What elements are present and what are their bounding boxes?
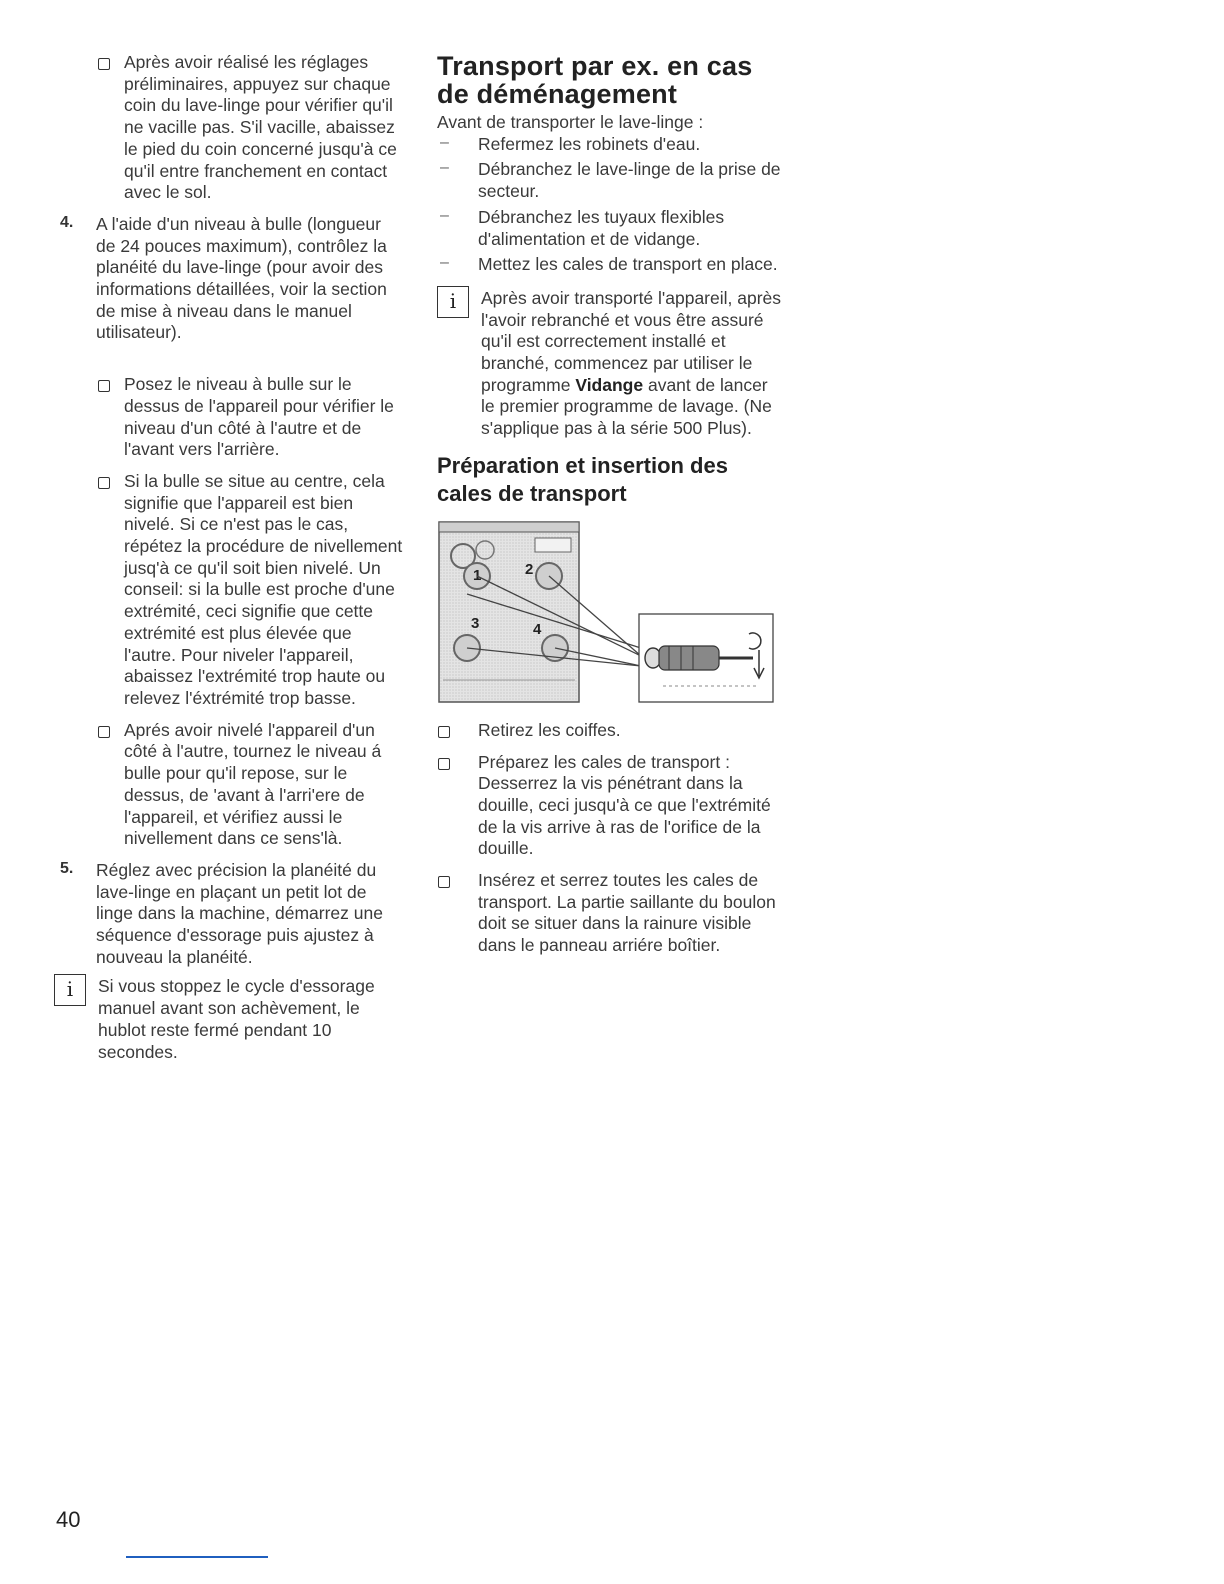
step-text: Réglez avec précision la planéité du lave-linge en plaçant un petit lot de linge dans la machine, démarrez une séquence d'essorage puis ajustez à nouveau la planéité.	[96, 859, 383, 967]
program-keyword: Vidange	[575, 374, 644, 395]
transport-bolts-figure	[437, 518, 777, 708]
bolt-label-1: 1	[473, 566, 482, 584]
checkbox-icon	[98, 477, 110, 489]
info-note-transport	[437, 288, 782, 440]
dash-text: Refermez les robinets d'eau.	[478, 133, 701, 154]
info-text-before: Après avoir transporté l'appareil, après l'avoir rebranché et vous être assuré qu'il est correctement installé et branché, commencez par utiliser le programme	[481, 287, 782, 395]
item-text: Après avoir réalisé les réglages préliminaires, appuyez sur chaque coin du lave-linge pour vérifier qu'il ne vacille pas. S'il vacille, abaissez le pied du coin concerné jusqu'à ce qu'il entre franchement en contact avec le sol.	[124, 52, 397, 203]
dash-text: Mettez les cales de transport en place.	[478, 254, 778, 275]
checkbox-icon	[98, 726, 110, 738]
footer-rule	[126, 1556, 268, 1558]
checklist-item-bubble-center	[54, 471, 404, 710]
item-text: Préparez les cales de transport : Desserrez la vis pénétrant dans la douille, ceci jusqu'à ce que l'extrémité de la vis arrive à ras de l'orifice de la douille.	[478, 751, 771, 859]
dash-text: Débranchez le lave-linge de la prise de secteur.	[478, 159, 781, 202]
page-number: 40	[56, 1507, 81, 1532]
checkbox-icon	[98, 380, 110, 392]
washer-rear-illustration	[437, 518, 777, 708]
bolt-label-2: 2	[525, 560, 534, 578]
dash-bullet: –	[440, 206, 449, 224]
step-text: A l'aide d'un niveau à bulle (longueur de 24 pouces maximum), contrôlez la planéité du lave-linge (pour avoir des informations détaillées, voir la section de mise à niveau dans le manuel utilisateur).	[96, 213, 387, 343]
dash-bullet: –	[440, 254, 449, 272]
checklist-item-insert-bolts	[437, 870, 782, 957]
dash-bullet: –	[440, 159, 449, 177]
section-title: Transport par ex. en cas de déménagement	[437, 51, 753, 109]
dash-item	[437, 159, 782, 202]
step-4	[54, 214, 404, 344]
dash-bullet: –	[440, 133, 449, 151]
checkbox-icon	[438, 758, 450, 770]
item-text: Retirez les coiffes.	[478, 719, 621, 740]
bolt-label-4: 4	[533, 620, 542, 638]
step-number: 5.	[60, 859, 74, 877]
info-icon: i	[54, 974, 86, 1006]
intro-text: Avant de transporter le lave-linge :	[437, 112, 704, 132]
checkbox-icon	[438, 876, 450, 888]
subsection-title: Préparation et insertion des cales de transport	[437, 452, 728, 506]
checklist-item-rotate-level	[54, 720, 404, 850]
dash-text: Débranchez les tuyaux flexibles d'alimentation et de vidange.	[478, 206, 725, 249]
info-icon: i	[437, 286, 469, 318]
step-number: 4.	[60, 213, 74, 231]
checklist-item-prepare-bolts	[437, 752, 782, 861]
checklist-item-remove-caps	[437, 720, 782, 742]
item-text: Insérez et serrez toutes les cales de transport. La partie saillante du boulon doit se situer dans la rainure visible dans le panneau arriére boîtier.	[478, 870, 776, 956]
checkbox-icon	[98, 58, 110, 70]
checklist-item-level-placement	[54, 374, 404, 461]
item-text: Si la bulle se situe au centre, cela signifie que l'appareil est bien nivelé. Si ce n'est pas le cas, répétez la procédure de nivellement jusq'à ce qu'il soit bien nivelé. Un conseil: si la bulle est proche d'une extrémité, ceci signifie que cette extrémité est plus élevée que l'autre. Pour niveler l'appareil, abaissez l'extrémité trop haute ou relevez l'éxtrémité trop basse.	[124, 470, 403, 708]
checkbox-icon	[438, 726, 450, 738]
dash-item	[437, 134, 782, 156]
item-text: Aprés avoir nivelé l'appareil d'un côté à l'autre, tournez le niveau á bulle pour qu'il repose, sur le dessus, de 'avant à l'arri'ere de l'appareil, et vérifiez aussi le nivellement dans ce sens'là.	[124, 719, 382, 849]
dash-item	[437, 207, 782, 250]
dash-item	[437, 254, 782, 276]
info-text: Si vous stoppez le cycle d'essorage manuel avant son achèvement, le hublot reste fermé pendant 10 secondes.	[98, 976, 375, 1062]
info-text-after: avant de lancer le premier programme de lavage. (Ne s'applique pas à la série 500 Plus).	[481, 374, 772, 439]
checklist-item-corners	[54, 52, 404, 204]
info-text	[481, 288, 782, 440]
right-column	[437, 52, 782, 965]
info-note-spin	[54, 976, 404, 1063]
item-text: Posez le niveau à bulle sur le dessus de l'appareil pour vérifier le niveau d'un côté à l'autre et de l'avant vers l'arrière.	[124, 374, 394, 460]
left-column	[54, 52, 404, 1063]
step-5	[54, 860, 404, 969]
bolt-label-3: 3	[471, 614, 480, 632]
